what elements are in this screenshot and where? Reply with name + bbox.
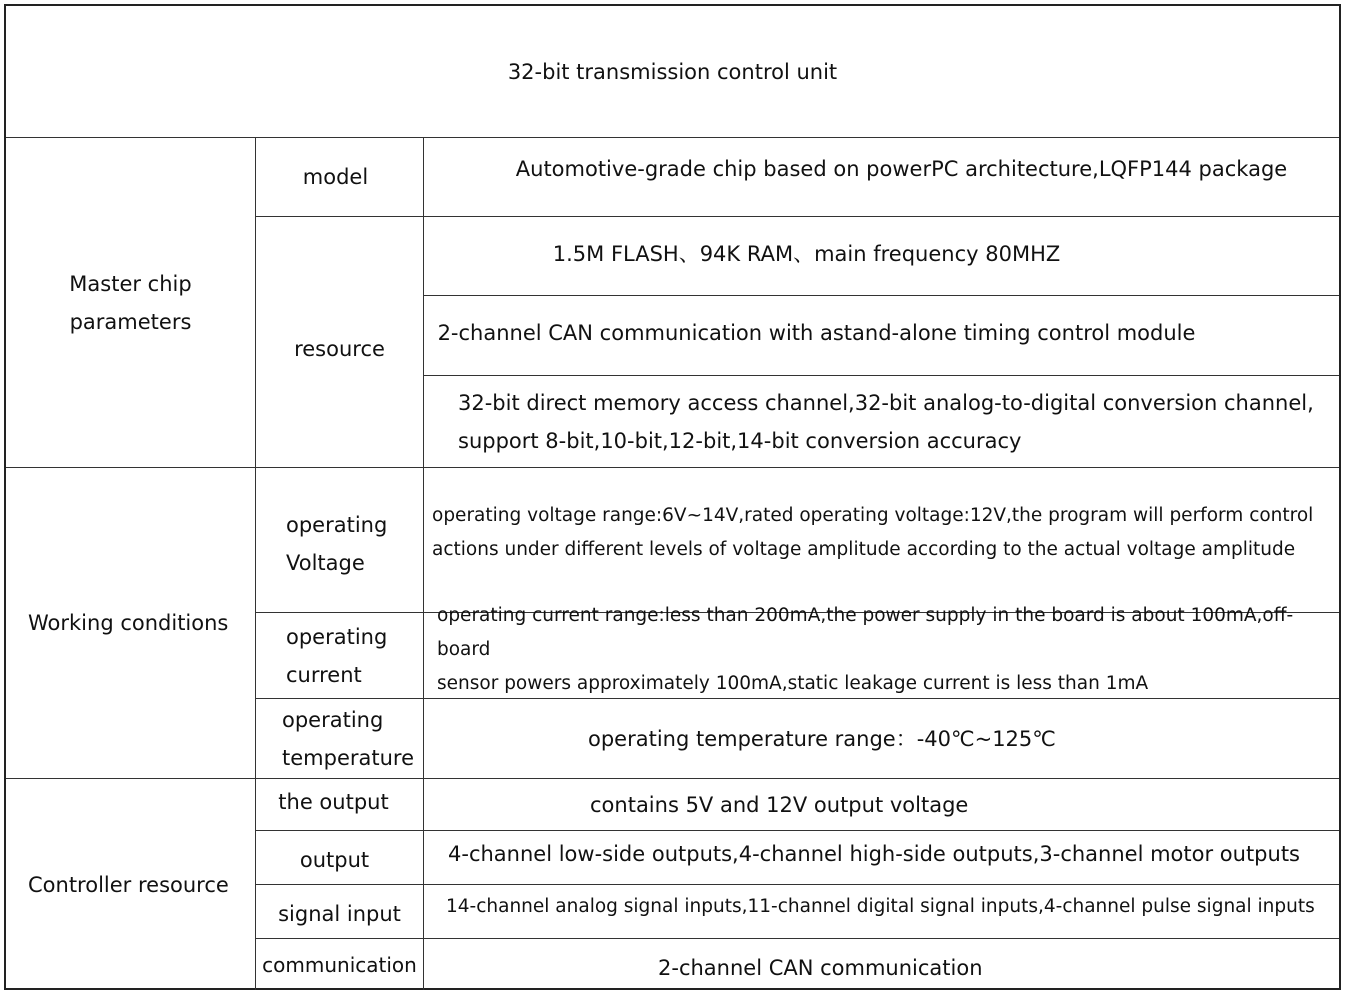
section-label-controller-resource: Controller resource bbox=[6, 779, 256, 990]
row-value-output: 4-channel low-side outputs,4-channel high-side outputs,3-channel motor outputs bbox=[424, 831, 1339, 885]
row-key-the-output: the output bbox=[256, 779, 424, 831]
section-label-working-conditions: Working conditions bbox=[6, 468, 256, 779]
row-key-communication: communication bbox=[256, 939, 424, 990]
row-value-resource-2: 2-channel CAN communication with astand-alone timing control module bbox=[424, 296, 1339, 376]
row-key-operating-temperature: operating temperature bbox=[256, 699, 424, 779]
row-key-operating-voltage: operating Voltage bbox=[256, 468, 424, 613]
row-key-model: model bbox=[256, 138, 424, 217]
row-key-resource: resource bbox=[256, 217, 424, 468]
row-value-model: Automotive-grade chip based on powerPC architecture,LQFP144 package bbox=[424, 138, 1339, 217]
row-key-signal-input: signal input bbox=[256, 885, 424, 939]
section-label-master-chip: Master chip parameters bbox=[6, 138, 256, 468]
row-key-output: output bbox=[256, 831, 424, 885]
table-title bbox=[6, 6, 1339, 138]
row-value-operating-current: operating current range:less than 200mA,the power supply in the board is about 100mA,off-board sensor powers approximately 100mA,static leakage current is less than 1mA bbox=[424, 613, 1339, 699]
row-value-the-output: contains 5V and 12V output voltage bbox=[424, 779, 1339, 831]
row-value-operating-voltage: operating voltage range:6V~14V,rated operating voltage:12V,the program will perform control actions under different levels of voltage amplitude according to the actual voltage amplitude bbox=[424, 468, 1339, 613]
row-key-operating-current: operating current bbox=[256, 613, 424, 699]
table-title-text: 32-bit transmission control unit bbox=[507, 59, 838, 84]
row-value-resource-3: 32-bit direct memory access channel,32-bit analog-to-digital conversion channel, support 8-bit,10-bit,12-bit,14-bit conversion accuracy bbox=[424, 376, 1339, 468]
spec-table bbox=[4, 4, 1341, 990]
row-value-operating-temperature: operating temperature range：-40℃~125℃ bbox=[424, 699, 1339, 779]
row-value-resource-1: 1.5M FLASH、94K RAM、main frequency 80MHZ bbox=[424, 217, 1339, 296]
row-value-communication: 2-channel CAN communication bbox=[658, 955, 983, 980]
row-value-signal-input: 14-channel analog signal inputs,11-channel digital signal inputs,4-channel pulse signal inputs bbox=[424, 885, 1339, 939]
